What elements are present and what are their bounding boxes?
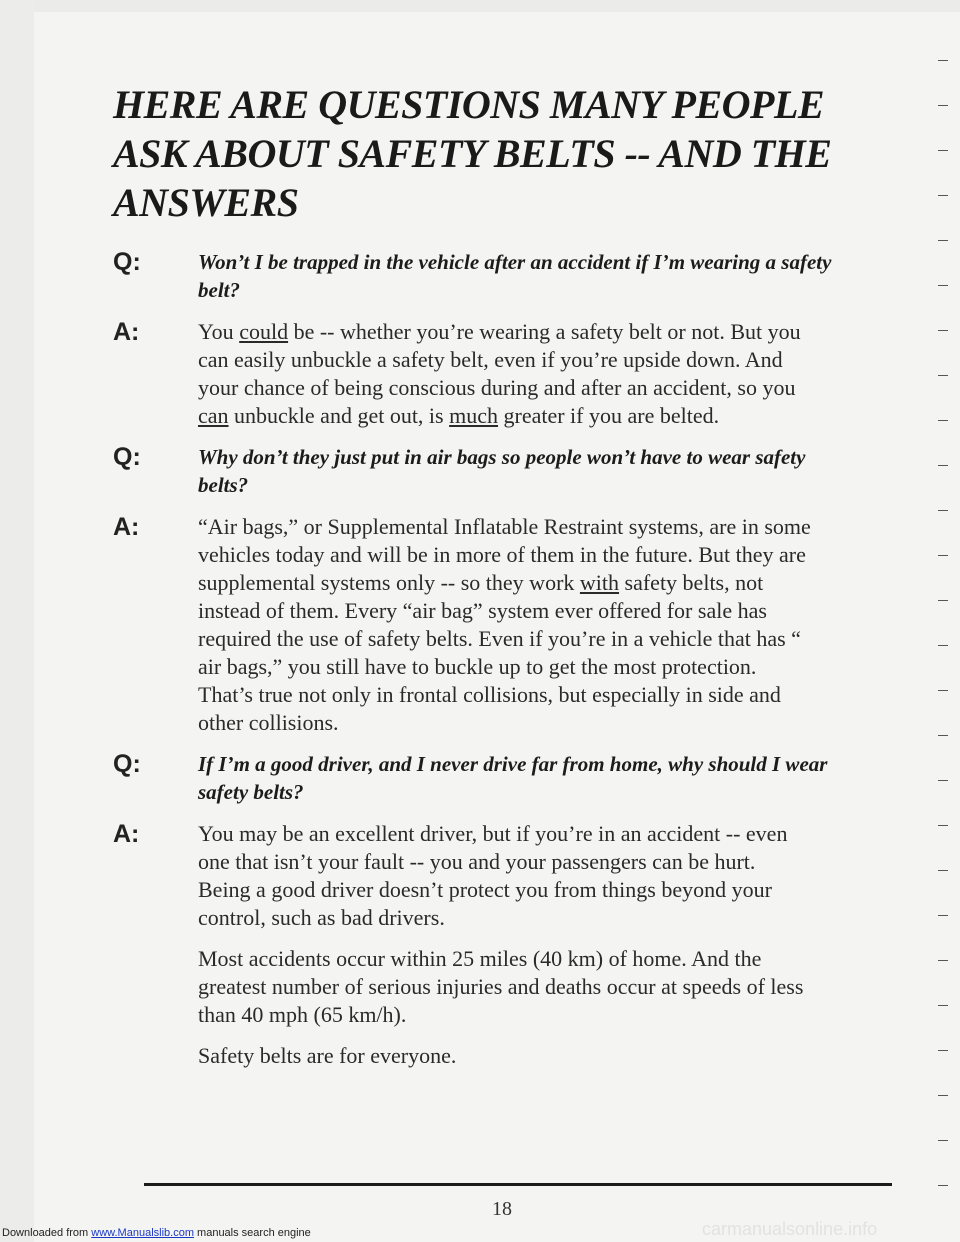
edge-mark (938, 285, 948, 286)
answer-block (113, 820, 893, 932)
footer-rule (144, 1183, 892, 1186)
answer-paragraph: Safety belts are for everyone. (198, 1043, 457, 1068)
edge-mark (938, 960, 948, 961)
answer-text: You may be an excellent driver, but if you’re in an accident -- even one that isn’t your fault -- you and your passengers can be hurt. Being a good driver doesn’t protect you from things beyond your control, such as bad drivers. (198, 821, 788, 930)
edge-mark (938, 555, 948, 556)
download-footer: Downloaded from www.Manualslib.com manuals search engine (2, 1227, 311, 1239)
edge-mark (938, 1140, 948, 1141)
answer-block (113, 318, 893, 430)
page-heading (113, 80, 873, 227)
question-text: If I’m a good driver, and I never drive far from home, why should I wear safety belts? (198, 752, 828, 804)
top-edge (0, 0, 960, 12)
answer-block (113, 513, 893, 737)
watermark: carmanualsonline.info (702, 1219, 878, 1239)
edge-mark (938, 645, 948, 646)
edge-mark (938, 1005, 948, 1006)
edge-mark (938, 60, 948, 61)
answer-paragraph: Most accidents occur within 25 miles (40 km) of home. And the greatest number of serious injuries and deaths occur at speeds of less than 40 mph (65 km/h). (198, 946, 804, 1027)
edge-mark (938, 240, 948, 241)
left-page-edge (0, 0, 34, 1242)
edge-mark (938, 825, 948, 826)
heading-line: HERE ARE QUESTIONS MANY PEOPLE (113, 82, 825, 127)
question-block (113, 248, 893, 304)
edge-mark (938, 1185, 948, 1186)
edge-mark (938, 330, 948, 331)
edge-mark (938, 600, 948, 601)
edge-mark (938, 1050, 948, 1051)
answer-text: You could be -- whether you’re wearing a safety belt or not. But you can easily unbuckle a safety belt, even if you’re upside down. And your chance of being conscious during and after an accident, so you can unbuckle and get out, is much greater if you are belted. (198, 319, 801, 428)
heading-line: ANSWERS (113, 180, 299, 225)
question-label: Q: (113, 248, 141, 276)
question-block (113, 750, 893, 806)
edge-mark (938, 690, 948, 691)
edge-mark (938, 420, 948, 421)
binding-edge-marks (920, 0, 960, 1242)
edge-mark (938, 510, 948, 511)
edge-mark (938, 195, 948, 196)
answer-text: “Air bags,” or Supplemental Inflatable Restraint systems, are in some vehicles today and will be in more of them in the future. But they are supplemental systems only -- so they work with safety belts, not instead of them. Every “air bag” system ever offered for sale has required the use of safety belts. Even if you’re in a vehicle that has “ air bags,” you still have to buckle up to get the most protection. That’s true not only in frontal collisions, but especially in side and other collisions. (198, 514, 811, 735)
question-label: Q: (113, 443, 141, 471)
answer-label: A: (113, 820, 140, 848)
edge-mark (938, 105, 948, 106)
page-number: 18 (492, 1198, 512, 1220)
edge-mark (938, 870, 948, 871)
manualslib-link[interactable]: www.Manualslib.com (91, 1227, 194, 1239)
question-text: Won’t I be trapped in the vehicle after an accident if I’m wearing a safety belt? (198, 250, 832, 302)
answer-label: A: (113, 513, 140, 541)
question-label: Q: (113, 750, 141, 778)
edge-mark (938, 465, 948, 466)
question-text: Why don’t they just put in air bags so people won’t have to wear safety belts? (198, 445, 806, 497)
edge-mark (938, 915, 948, 916)
edge-mark (938, 1095, 948, 1096)
edge-mark (938, 735, 948, 736)
edge-mark (938, 780, 948, 781)
answer-label: A: (113, 318, 140, 346)
edge-mark (938, 150, 948, 151)
edge-mark (938, 375, 948, 376)
heading-line: ASK ABOUT SAFETY BELTS -- AND THE (113, 131, 832, 176)
question-block (113, 443, 893, 499)
qa-section (113, 248, 893, 1083)
